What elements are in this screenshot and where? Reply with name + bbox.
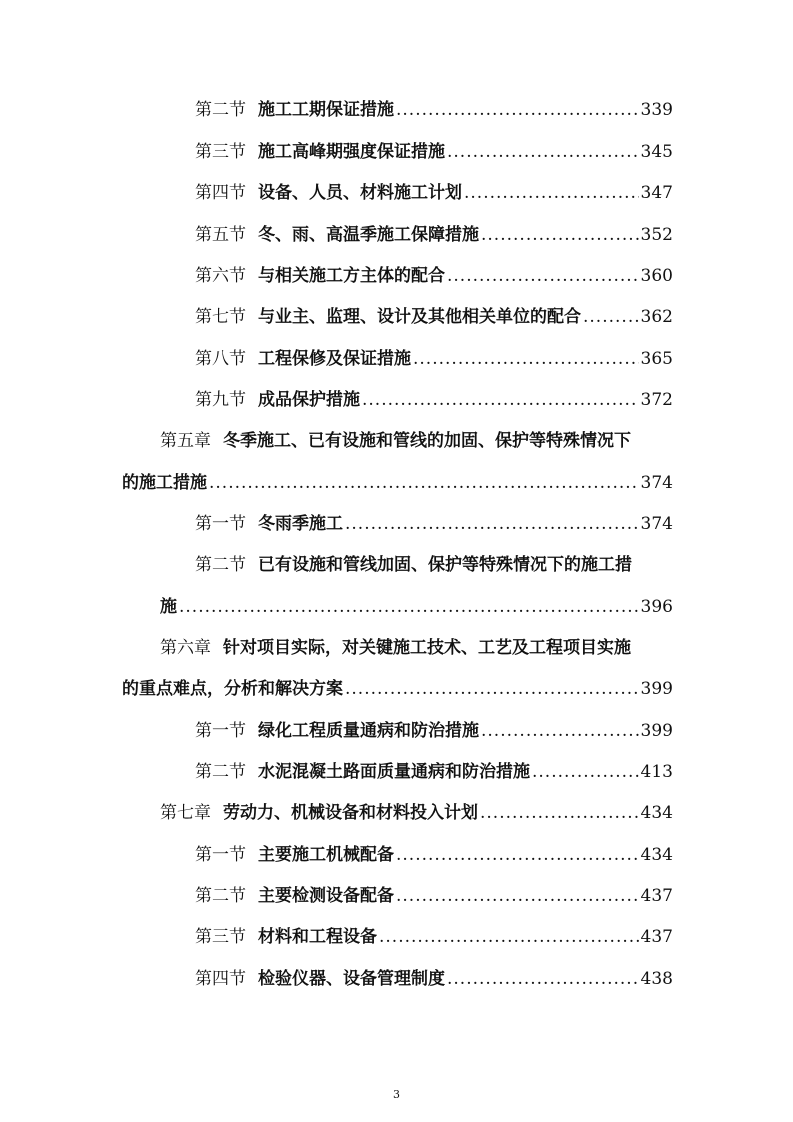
dot-leader	[362, 389, 639, 411]
toc-entry[interactable]	[195, 885, 673, 907]
toc-entry[interactable]	[195, 265, 673, 287]
toc-entry-title: 冬、雨、高温季施工保障措施	[258, 225, 479, 245]
toc-entry[interactable]	[195, 99, 673, 121]
toc-entry-page: 437	[640, 886, 673, 906]
toc-entry-title: 成品保护措施	[258, 390, 360, 410]
toc-entry-prefix: 第四节	[195, 969, 246, 989]
toc-entry-title: 水泥混凝土路面质量通病和防治措施	[258, 762, 530, 782]
toc-entry[interactable]	[195, 389, 673, 411]
toc-entry-prefix: 第一节	[195, 845, 246, 865]
dot-leader	[481, 720, 639, 742]
toc-entry-prefix: 第七节	[195, 307, 246, 327]
dot-leader	[379, 926, 639, 948]
toc-entry[interactable]	[195, 968, 673, 990]
toc-entry[interactable]	[195, 182, 673, 204]
toc-entry-prefix: 第二节	[195, 886, 246, 906]
toc-entry-title: 冬雨季施工	[258, 514, 343, 534]
toc-entry-title: 主要检测设备配备	[258, 886, 394, 906]
dot-leader	[345, 678, 639, 700]
dot-leader	[480, 802, 639, 824]
toc-entry[interactable]	[195, 513, 673, 535]
toc-entry-prefix: 第三节	[195, 927, 246, 947]
toc-entry-title: 材料和工程设备	[258, 927, 377, 947]
toc-entry-title: 检验仪器、设备管理制度	[258, 969, 445, 989]
dot-leader	[396, 99, 639, 121]
toc-entry-page: 374	[640, 473, 673, 493]
toc-entry-page: 399	[640, 679, 673, 699]
toc-entry-prefix: 第二节	[195, 555, 246, 575]
toc-chapter-line-1[interactable]	[160, 637, 673, 659]
toc-entry-page: 374	[640, 514, 673, 534]
toc-section-line-1[interactable]	[195, 554, 673, 576]
toc-entry-page: 413	[640, 762, 673, 782]
toc-entry-title: 施工高峰期强度保证措施	[258, 142, 445, 162]
toc-entry-page: 434	[640, 803, 673, 823]
dot-leader	[209, 472, 639, 494]
toc-chapter-line-1[interactable]	[160, 430, 673, 452]
toc-entry-title: 绿化工程质量通病和防治措施	[258, 721, 479, 741]
toc-entry-title-continued: 的重点难点，分析和解决方案	[122, 679, 343, 699]
dot-leader	[413, 348, 639, 370]
dot-leader	[345, 513, 639, 535]
toc-entry[interactable]	[195, 844, 673, 866]
toc-entry-title: 施工工期保证措施	[258, 100, 394, 120]
toc-entry[interactable]	[195, 720, 673, 742]
page-number: 3	[393, 1088, 400, 1101]
toc-entry-page: 362	[640, 307, 673, 327]
dot-leader	[179, 596, 639, 618]
toc-entry-prefix: 第八节	[195, 349, 246, 369]
dot-leader	[396, 885, 639, 907]
toc-chapter-line-2[interactable]	[122, 472, 673, 494]
toc-entry[interactable]	[195, 926, 673, 948]
dot-leader	[447, 141, 639, 163]
toc-entry[interactable]	[195, 348, 673, 370]
toc-entry-page: 396	[640, 597, 673, 617]
toc-entry-title-continued: 的施工措施	[122, 473, 207, 493]
toc-entry-page: 372	[640, 390, 673, 410]
toc-entry-page: 339	[640, 100, 673, 120]
toc-entry-prefix: 第七章	[160, 803, 211, 823]
toc-entry-page: 434	[640, 845, 673, 865]
toc-entry-title: 劳动力、机械设备和材料投入计划	[223, 803, 478, 823]
toc-entry-title: 与业主、监理、设计及其他相关单位的配合	[258, 307, 581, 327]
toc-section-line-2[interactable]	[160, 596, 673, 618]
toc-entry-prefix: 第一节	[195, 514, 246, 534]
dot-leader	[464, 182, 639, 204]
toc-entry-title: 冬季施工、已有设施和管线的加固、保护等特殊情况下	[223, 431, 631, 451]
toc-entry-prefix: 第三节	[195, 142, 246, 162]
toc-chapter[interactable]	[160, 802, 673, 824]
toc-entry-prefix: 第五章	[160, 431, 211, 451]
toc-entry[interactable]	[195, 761, 673, 783]
toc-entry-page: 438	[640, 969, 673, 989]
toc-chapter-line-2[interactable]	[122, 678, 673, 700]
toc-entry-page: 352	[640, 225, 673, 245]
toc-entry-prefix: 第六节	[195, 266, 246, 286]
toc-entry-title: 设备、人员、材料施工计划	[258, 183, 462, 203]
toc-entry-prefix: 第九节	[195, 390, 246, 410]
toc-entry-prefix: 第一节	[195, 721, 246, 741]
toc-entry-title: 与相关施工方主体的配合	[258, 266, 445, 286]
dot-leader	[447, 968, 639, 990]
toc-entry-title: 已有设施和管线加固、保护等特殊情况下的施工措	[258, 555, 632, 575]
dot-leader	[583, 306, 639, 328]
toc-entry-page: 347	[640, 183, 673, 203]
toc-entry-page: 345	[640, 142, 673, 162]
toc-entry-prefix: 第四节	[195, 183, 246, 203]
dot-leader	[396, 844, 639, 866]
toc-entry-title: 主要施工机械配备	[258, 845, 394, 865]
dot-leader	[532, 761, 639, 783]
toc-entry-title: 针对项目实际，对关键施工技术、工艺及工程项目实施	[223, 638, 631, 658]
toc-entry-prefix: 第五节	[195, 225, 246, 245]
dot-leader	[481, 224, 639, 246]
toc-entry-page: 437	[640, 927, 673, 947]
dot-leader	[447, 265, 639, 287]
toc-entry-page: 365	[640, 349, 673, 369]
toc-entry-page: 360	[640, 266, 673, 286]
toc-entry[interactable]	[195, 306, 673, 328]
toc-entry-prefix: 第二节	[195, 762, 246, 782]
toc-entry[interactable]	[195, 224, 673, 246]
toc-entry-prefix: 第二节	[195, 100, 246, 120]
toc-entry-page: 399	[640, 721, 673, 741]
toc-entry-prefix: 第六章	[160, 638, 211, 658]
toc-entry-title: 工程保修及保证措施	[258, 349, 411, 369]
toc-entry[interactable]	[195, 141, 673, 163]
toc-entry-title-continued: 施	[160, 597, 177, 617]
